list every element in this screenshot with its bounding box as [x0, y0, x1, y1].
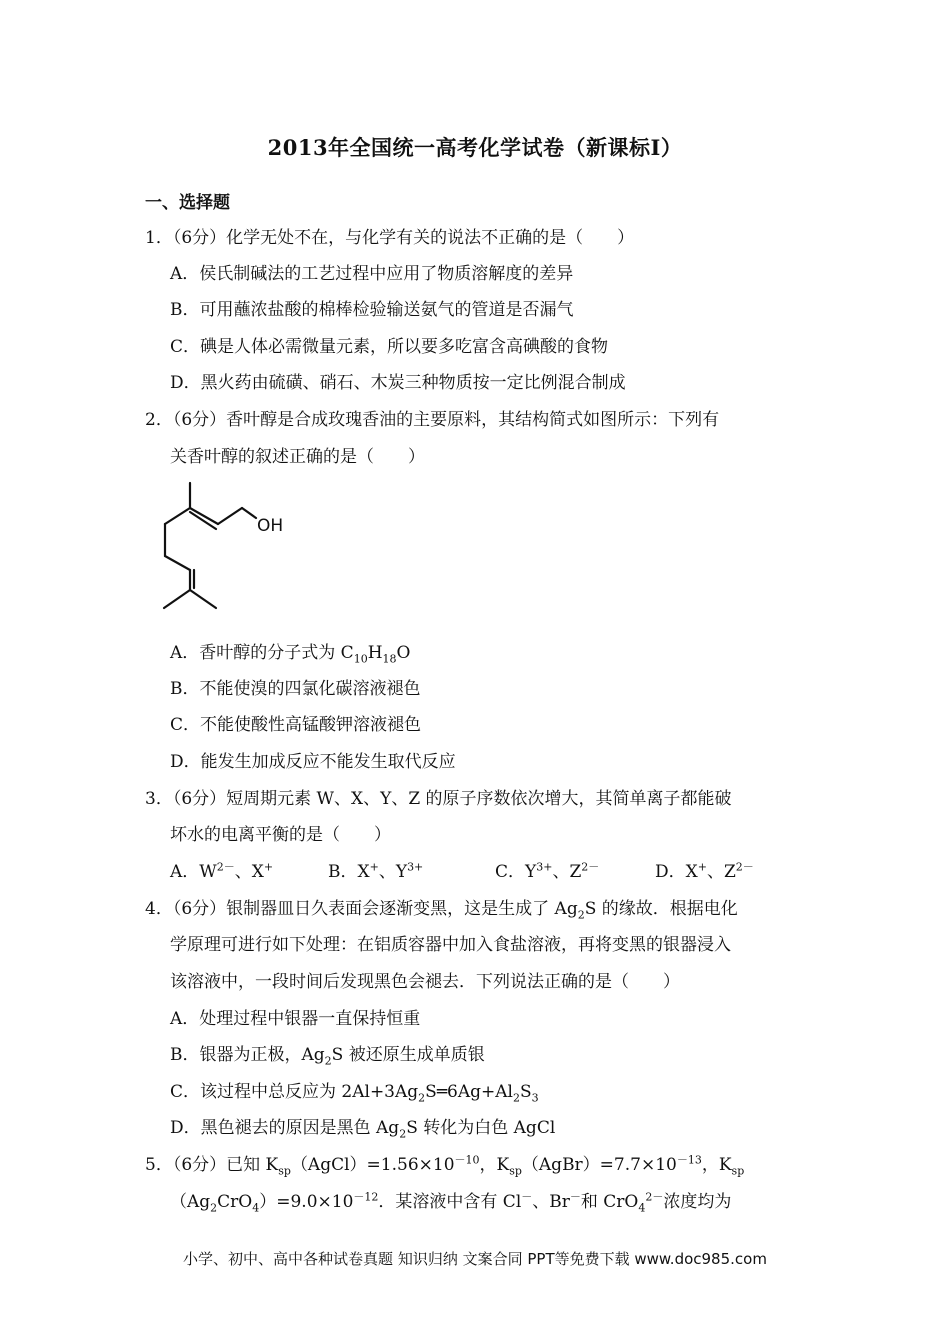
q2-option-a-text: A．香叶醇的分子式为 C	[170, 643, 354, 663]
q4-option-d	[170, 1116, 555, 1140]
q5-text: ，K	[701, 1155, 732, 1175]
superscript: +	[369, 860, 379, 874]
q5-text: （AgCl）=1.56×10	[290, 1155, 455, 1175]
q5-text: （6分）已知 K	[172, 1155, 279, 1175]
q2-option-b: B．不能使溴的四氯化碳溶液褪色	[170, 679, 421, 699]
q1-text: （6分）化学无处不在，与化学有关的说法不正确的是（ ）	[172, 228, 635, 248]
q4-stem-line3: 该溶液中，一段时间后发现黑色会褪去．下列说法正确的是（ ）	[170, 972, 680, 992]
subscript: 2	[210, 1201, 218, 1215]
q5-text: ．某溶液中含有 Cl	[378, 1192, 522, 1212]
subscript: 2	[513, 1091, 520, 1105]
q1-number: 1．	[145, 228, 173, 248]
section-heading: 一、选择题	[145, 193, 230, 213]
superscript: 2－	[735, 860, 754, 874]
superscript: 2－	[581, 860, 600, 874]
q1-option-c: C．碘是人体必需微量元素，所以要多吃富含高碘酸的食物	[170, 337, 609, 357]
q2-text-1: （6分）香叶醇是合成玫瑰香油的主要原料，其结构简式如图所示：下列有	[172, 410, 720, 430]
q5-text: 、Br	[532, 1192, 570, 1212]
subscript: 2	[324, 1054, 332, 1068]
superscript: +	[697, 860, 707, 874]
subscript: 4	[252, 1201, 260, 1215]
q5-text: CrO	[217, 1192, 253, 1212]
subscript: sp	[509, 1164, 522, 1178]
q4-c-text2: S═6Ag+Al	[425, 1082, 513, 1102]
q5-stem-line2	[170, 1190, 731, 1214]
q5-text: （AgBr）=7.7×10	[521, 1155, 677, 1175]
superscript: －	[521, 1190, 533, 1204]
q3-d-ion1: D．X	[655, 862, 698, 882]
q3-c-ion2: 、Z	[552, 862, 582, 882]
q4-text-1b: S 的缘故．根据电化	[584, 899, 738, 919]
q4-stem-line1	[145, 897, 738, 921]
q1-option-d: D．黑火药由硫磺、硝石、木炭三种物质按一定比例混合制成	[170, 373, 626, 393]
q5-text: （Ag	[170, 1192, 211, 1212]
q3-option-c	[495, 860, 599, 884]
q4-stem-line2: 学原理可进行如下处理：在铝质容器中加入食盐溶液，再将变黑的银器浸入	[170, 935, 731, 955]
superscript: 2－	[216, 860, 235, 874]
q4-number: 4．	[145, 899, 173, 919]
subscript: 2	[399, 1127, 407, 1141]
q3-a-ion2: 、X	[234, 862, 264, 882]
geraniol-structure-diagram	[150, 478, 300, 618]
q3-text-1: （6分）短周期元素 W、X、Y、Z 的原子序数依次增大，其简单离子都能破	[172, 789, 732, 809]
superscript: －12	[353, 1190, 379, 1204]
q3-number: 3．	[145, 789, 173, 809]
q3-stem-line1	[145, 787, 732, 811]
q4-option-b	[170, 1043, 485, 1067]
superscript: 3+	[536, 860, 553, 874]
q4-text-1a: （6分）银制器皿日久表面会逐渐变黑，这是生成了 Ag	[172, 899, 578, 919]
q3-b-ion2: 、Y	[378, 862, 408, 882]
subscript: 3	[531, 1091, 539, 1105]
q3-option-b	[328, 860, 423, 884]
q4-d-text2: S 转化为白色 AgCl	[406, 1118, 556, 1138]
q4-b-text1: B．银器为正极，Ag	[170, 1045, 325, 1065]
q2-option-a	[170, 641, 410, 665]
q4-c-text1: C．该过程中总反应为 2Al+3Ag	[170, 1082, 419, 1102]
q1-option-b: B．可用蘸浓盐酸的棉棒检验输送氨气的管道是否漏气	[170, 300, 574, 320]
q4-b-text2: S 被还原生成单质银	[331, 1045, 485, 1065]
q5-text: 和 CrO	[580, 1192, 639, 1212]
q4-option-c	[170, 1080, 539, 1104]
superscript: 2－	[645, 1190, 664, 1204]
q2-number: 2．	[145, 410, 173, 430]
superscript: －13	[676, 1153, 702, 1167]
subscript: sp	[278, 1164, 291, 1178]
q5-text: ，K	[479, 1155, 510, 1175]
q5-number: 5．	[145, 1155, 173, 1175]
q2-option-a-o: O	[396, 643, 411, 663]
q5-text: 浓度均为	[663, 1192, 732, 1212]
subscript: 18	[382, 652, 397, 666]
q3-c-ion1: C．Y	[495, 862, 537, 882]
q5-stem-line1	[145, 1153, 744, 1177]
exam-title: 2013年全国统一高考化学试卷（新课标Ⅰ）	[267, 135, 683, 160]
subscript: 2	[418, 1091, 426, 1105]
superscript: －10	[454, 1153, 480, 1167]
q2-option-a-h: H	[367, 643, 383, 663]
q3-option-d	[655, 860, 754, 884]
page-footer: 小学、初中、高中各种试卷真题 知识归纳 文案合同 PPT等免费下载 www.doc985.com	[183, 1250, 767, 1268]
hydroxyl-label: OH	[257, 516, 284, 536]
q3-stem-line2: 坏水的电离平衡的是（ ）	[170, 825, 391, 845]
q2-option-c: C．不能使酸性高锰酸钾溶液褪色	[170, 715, 422, 735]
q1-stem	[145, 226, 634, 250]
q3-a-ion1: A．W	[170, 862, 217, 882]
superscript: +	[263, 860, 274, 874]
superscript: －	[569, 1190, 581, 1204]
q3-b-ion1: B．X	[328, 862, 370, 882]
q2-option-d: D．能发生加成反应不能发生取代反应	[170, 752, 456, 772]
q1-option-a: A．侯氏制碱法的工艺过程中应用了物质溶解度的差异	[170, 264, 574, 284]
q4-option-a: A．处理过程中银器一直保持恒重	[170, 1009, 421, 1029]
subscript: sp	[731, 1164, 745, 1178]
q3-option-a	[170, 860, 273, 884]
q3-d-ion2: 、Z	[706, 862, 736, 882]
q5-text: ）=9.0×10	[259, 1192, 354, 1212]
subscript: 2	[577, 908, 585, 922]
q4-c-text3: S	[520, 1082, 532, 1102]
q2-stem-line2: 关香叶醇的叙述正确的是（ ）	[170, 447, 425, 467]
subscript: 10	[353, 652, 368, 666]
q4-d-text1: D．黑色褪去的原因是黑色 Ag	[170, 1118, 400, 1138]
q2-stem-line1	[145, 408, 719, 432]
superscript: 3+	[407, 860, 424, 874]
subscript: 4	[638, 1201, 646, 1215]
